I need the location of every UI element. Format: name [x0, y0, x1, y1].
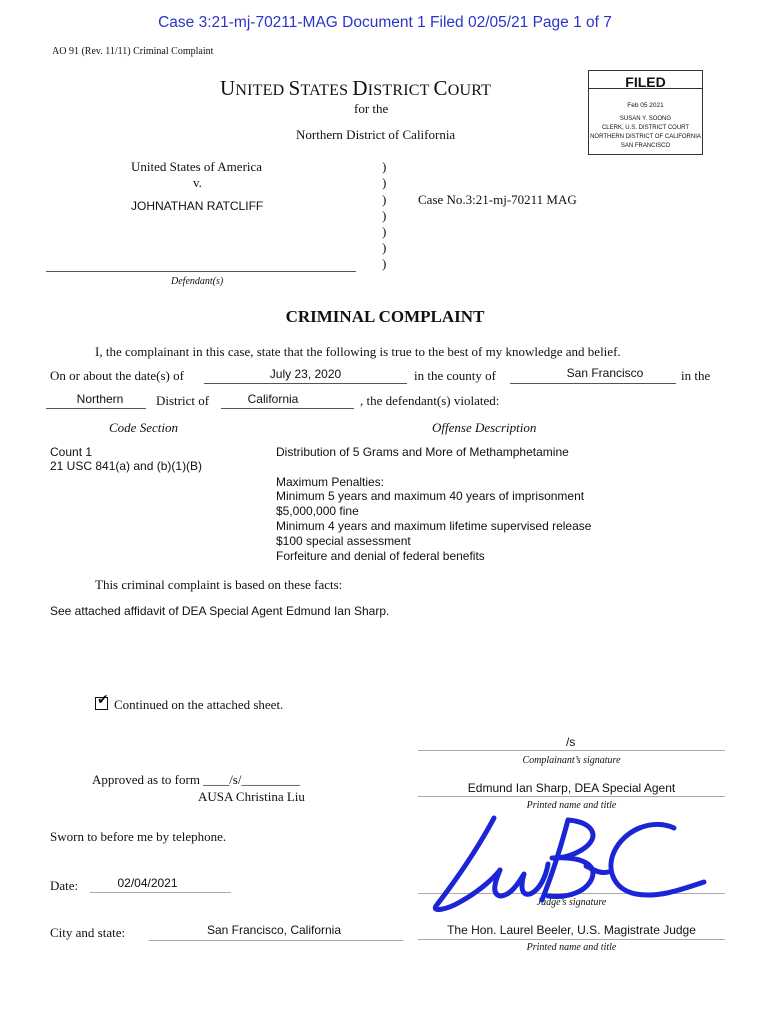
- complainant-signature: /s: [566, 735, 576, 749]
- plaintiff: United States of America: [131, 159, 263, 174]
- penalty-line: Maximum Penalties:: [276, 475, 385, 489]
- case-number: Case No.3:21-mj-70211 MAG: [418, 192, 577, 207]
- approved-as-to-form: Approved as to form ____/s/_________: [92, 772, 300, 787]
- filed-date: Feb 05 2021: [627, 102, 664, 109]
- offense-title: Distribution of 5 Grams and More of Methamphetamine: [276, 445, 569, 459]
- district-line: [46, 408, 146, 409]
- paren: ): [382, 240, 387, 255]
- in-county-label: in the county of: [414, 368, 496, 383]
- state-value: California: [247, 392, 299, 406]
- filed-district: NORTHERN DISTRICT OF CALIFORNIA: [590, 134, 701, 140]
- county-line: [510, 383, 676, 384]
- violated-label: , the defendant(s) violated:: [360, 393, 500, 408]
- sign-date: 02/04/2021: [117, 876, 178, 890]
- code-line: 21 USC 841(a) and (b)(1)(B): [50, 459, 203, 473]
- complaint-heading: CRIMINAL COMPLAINT: [285, 307, 485, 326]
- for-the: for the: [354, 101, 389, 116]
- penalty-line: Minimum 5 years and maximum 40 years of imprisonment: [276, 489, 585, 503]
- in-the-label: in the: [681, 368, 711, 383]
- penalty-line: $100 special assessment: [276, 534, 411, 548]
- filed-divider: [589, 88, 702, 89]
- intro-statement: I, the complainant in this case, state that the following is true to the best of my knowledge and belief.: [95, 344, 621, 359]
- sign-date-line: [90, 892, 231, 893]
- complainant-signature-line: [418, 750, 725, 751]
- district-value: Northern: [76, 392, 124, 406]
- penalty-line: $5,000,000 fine: [276, 504, 359, 518]
- state-line: [221, 408, 354, 409]
- city-state-label: City and state:: [50, 925, 126, 940]
- court-title: UNITED STATES DISTRICT COURT: [220, 76, 492, 100]
- sworn-statement: Sworn to before me by telephone.: [50, 829, 227, 844]
- filed-clerk: SUSAN Y. SOONG: [619, 116, 672, 122]
- defendant-label: Defendant(s): [171, 276, 224, 287]
- paren: ): [382, 192, 387, 207]
- penalty-line: Minimum 4 years and maximum lifetime supervised release: [276, 519, 592, 533]
- versus: v.: [193, 175, 202, 190]
- city-state-value: San Francisco, California: [206, 923, 342, 937]
- complainant-name: Edmund Ian Sharp, DEA Special Agent: [467, 781, 676, 795]
- form-id: AO 91 (Rev. 11/11) Criminal Complaint: [52, 46, 214, 57]
- county-value: San Francisco: [566, 366, 644, 380]
- city-state-line: [149, 940, 403, 941]
- paren: ): [382, 208, 387, 223]
- paren: ): [382, 159, 387, 174]
- paren: ): [382, 175, 387, 190]
- facts-intro: This criminal complaint is based on these facts:: [95, 577, 343, 592]
- on-or-about-label: On or about the date(s) of: [50, 368, 184, 383]
- offense-date: July 23, 2020: [269, 367, 342, 381]
- continued-sheet: [95, 692, 284, 713]
- complainant-name-line: [418, 796, 725, 797]
- ecf-header: Case 3:21-mj-70211-MAG Document 1 Filed 02/05/21 Page 1 of 7: [158, 14, 612, 31]
- facts-text: See attached affidavit of DEA Special Agent Edmund Ian Sharp.: [50, 604, 390, 618]
- ausa-name: AUSA Christina Liu: [198, 789, 305, 804]
- judge-signature-image: [418, 800, 728, 920]
- date-line: [204, 383, 407, 384]
- judge-name: The Hon. Laurel Beeler, U.S. Magistrate Judge: [447, 923, 696, 937]
- code-line: Count 1: [50, 445, 93, 459]
- judge-name-line: [418, 939, 725, 940]
- defendant-name: JOHNATHAN RATCLIFF: [131, 199, 264, 213]
- district-name: Northern District of California: [296, 127, 456, 142]
- penalty-line: Forfeiture and denial of federal benefits: [276, 549, 485, 563]
- judge-printed-label: Printed name and title: [526, 942, 617, 953]
- printed-name-label: Printed name and title: [526, 800, 617, 811]
- filed-label: FILED: [625, 74, 666, 90]
- paren: ): [382, 256, 387, 271]
- filed-office: CLERK, U.S. DISTRICT COURT: [601, 125, 690, 131]
- offense-description-label: Offense Description: [432, 420, 537, 435]
- continued-checkbox[interactable]: [95, 692, 109, 710]
- complainant-signature-label: Complainant’s signature: [522, 755, 621, 766]
- continued-label: Continued on the attached sheet.: [114, 697, 284, 712]
- filed-city: SAN FRANCISCO: [620, 143, 671, 149]
- paren: ): [382, 224, 387, 239]
- date-label: Date:: [50, 878, 79, 893]
- judge-signature-label: Judge’s signature: [536, 897, 607, 908]
- district-of-label: District of: [156, 393, 210, 408]
- check-mark-icon: ✔: [97, 692, 109, 708]
- code-section-label: Code Section: [109, 420, 178, 435]
- filed-stamp: [588, 70, 703, 155]
- defendant-line: [46, 271, 356, 272]
